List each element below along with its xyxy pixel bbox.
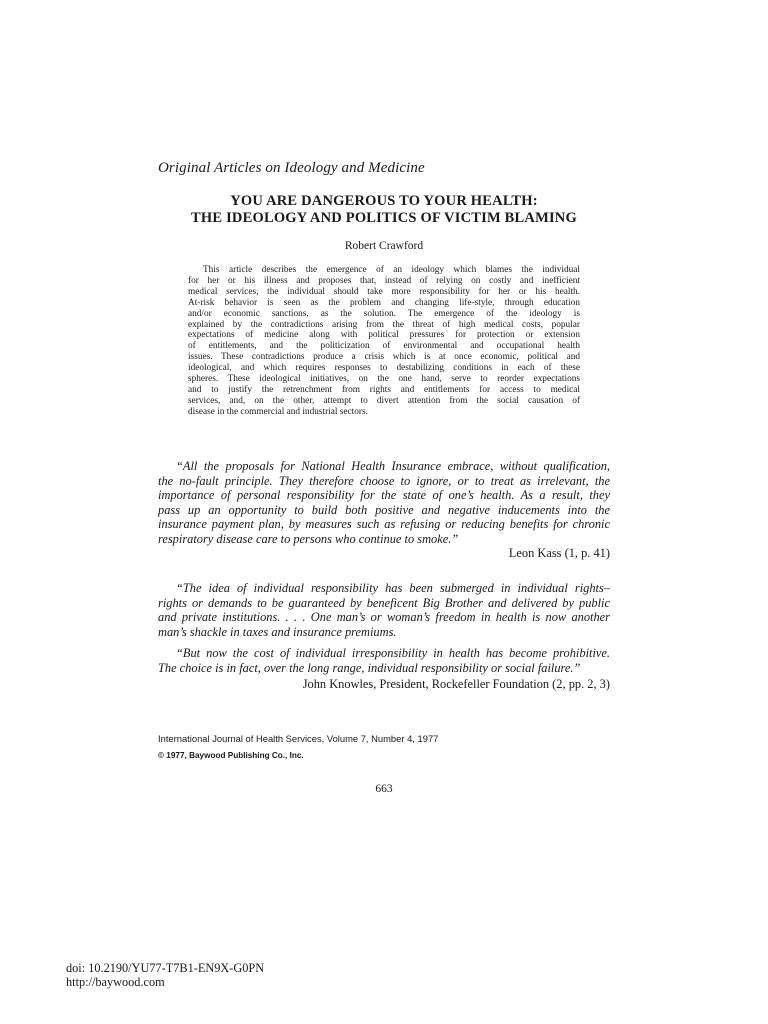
epigraph-quote-knowles-1: [158, 581, 610, 639]
section-label: Original Articles on Ideology and Medicine: [158, 160, 425, 176]
page-number: 663: [375, 783, 393, 795]
doi-block: [66, 961, 264, 989]
abstract-line: services, and, on the other, attempt to divert attention from the social causation of: [188, 395, 580, 406]
epigraph-quote-kass: [158, 459, 610, 547]
abstract-line: spheres. These ideological initiatives, on the one hand, serve to reorder expectations: [188, 374, 580, 385]
quote-line: importance of personal responsibility for the state of one’s health. As a result, they: [158, 488, 610, 503]
abstract-line: issues. These contradictions produce a crisis which is at once economic, political and: [188, 352, 580, 363]
abstract-line: disease in the commercial and industrial sectors.: [188, 406, 368, 417]
abstract-line: expectations of medicine along with political pressures for protection or extension: [188, 330, 580, 341]
epigraph-quote-knowles-2: [158, 646, 610, 675]
abstract-line: This article describes the emergence of an ideology which blames the individual: [203, 265, 580, 275]
abstract-line: and/or economic sanctions, as the solution. The emergence of the ideology is: [188, 308, 580, 319]
quote-line: insurance payment plan, by measures such as refusing or reducing benefits for chronic: [158, 517, 610, 532]
author-name: Robert Crawford: [344, 240, 424, 252]
doi-identifier: doi: 10.2190/YU77-T7B1-EN9X-G0PN: [66, 961, 265, 975]
quote-line: “But now the cost of individual irresponsibility in health has become prohibitive.: [176, 646, 610, 660]
quote-line: the no-fault principle. They therefore choose to ignore, or to treat as irrelevant, the: [158, 473, 610, 488]
abstract-line: explained by the contradictions arising from the threat of high medical costs, popular: [188, 319, 580, 330]
abstract-line: medical services, the individual should take more responsibility for her or his health.: [188, 286, 580, 297]
quote-line: “All the proposals for National Health Insurance embrace, without qualification,: [176, 459, 610, 473]
publisher-url[interactable]: http://baywood.com: [66, 975, 165, 989]
quote-line: man’s shackle in taxes and insurance premiums.: [158, 624, 397, 639]
abstract-line: ideological, and which requires responses to destabilizing conditions in each of these: [188, 363, 580, 374]
article-title-line-2: THE IDEOLOGY AND POLITICS OF VICTIM BLAMING: [191, 210, 577, 226]
quote-line: pass up an opportunity to build both positive and negative inducements into the: [158, 502, 610, 517]
quote-line: The choice is in fact, over the long range, individual responsibility or social failure.”: [158, 660, 581, 675]
quote-line: and private institutions. . . . One man’s or woman’s freedom in health is now another: [158, 610, 610, 625]
article-title-line-1: YOU ARE DANGEROUS TO YOUR HEALTH:: [230, 193, 538, 209]
abstract: [188, 265, 580, 418]
abstract-line: At-risk behavior is seen as the problem and changing life-style, through education: [188, 297, 580, 308]
quote-line: respiratory disease care to persons who continue to smoke.”: [158, 531, 459, 546]
abstract-line: for her or his illness and proposes that, instead of relying on costly and inefficient: [188, 275, 580, 286]
quote-line: “The idea of individual responsibility has been submerged in individual rights–: [176, 581, 610, 595]
quote-line: rights or demands to be guaranteed by beneficent Big Brother and delivered by public: [158, 595, 610, 610]
copyright-notice: © 1977, Baywood Publishing Co., Inc.: [158, 751, 304, 760]
quote-attribution-kass: Leon Kass (1, p. 41): [508, 546, 610, 560]
abstract-line: and to justify the retrenchment from rights and entitlements for access to medical: [188, 384, 580, 395]
journal-citation: International Journal of Health Services, Volume 7, Number 4, 1977: [158, 733, 439, 744]
quote-attribution-knowles: John Knowles, President, Rockefeller Foundation (2, pp. 2, 3): [302, 677, 610, 691]
abstract-line: of entitlements, and the politicization of environmental and occupational health: [188, 341, 580, 352]
